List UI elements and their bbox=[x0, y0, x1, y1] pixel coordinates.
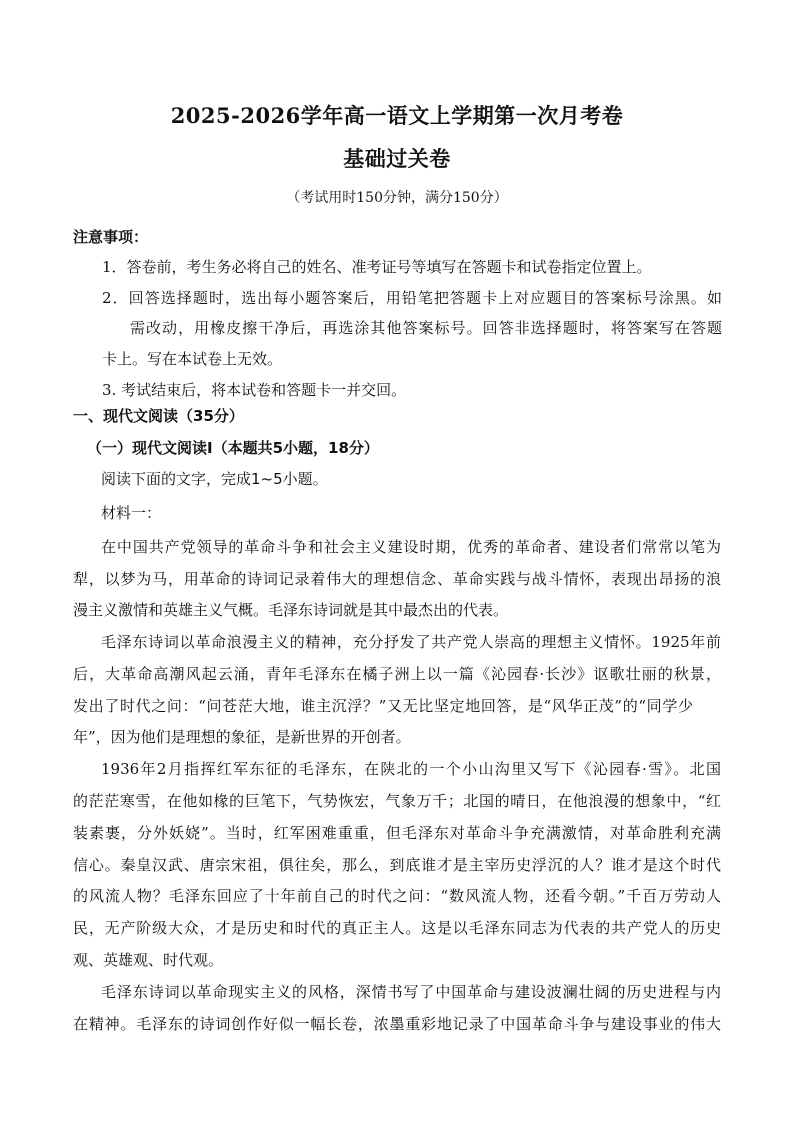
passage-line: 犁，以梦为马，用革命的诗词记录着伟大的理想信念、革命实践与战斗情怀，表现出昂扬的浪 bbox=[73, 570, 721, 588]
passage-line: 观、英雄观、时代观。 bbox=[73, 951, 224, 969]
passage-line: 漫主义激情和英雄主义气概。毛泽东诗词就是其中最杰出的代表。 bbox=[73, 601, 509, 619]
subsection-heading: （一）现代文阅读Ⅰ（本题共5小题，18分） bbox=[87, 439, 379, 457]
passage-line: 1936年2月指挥红军东征的毛泽东，在陕北的一个小山沟里又写下《沁园春·雪》。北国 bbox=[101, 760, 721, 778]
passage-line: 的茫茫寒雪，在他如椽的巨笔下，气势恢宏，气象万千；北国的晴日，在他浪漫的想象中，“红 bbox=[73, 792, 721, 810]
passage-line: 在中国共产党领导的革命斗争和社会主义建设时期，优秀的革命者、建设者们常常以笔为 bbox=[101, 538, 721, 556]
passage-line: 年”，因为他们是理想的象征，是新世界的开创者。 bbox=[73, 728, 411, 746]
reading-instruction: 阅读下面的文字，完成1~5小题。 bbox=[101, 470, 328, 488]
notice-item-1: 1．答卷前，考生务必将自己的姓名、准考证号等填写在答题卡和试卷指定位置上。 bbox=[102, 258, 652, 276]
notice-item-3: 3. 考试结束后，将本试卷和答题卡一并交回。 bbox=[102, 381, 407, 399]
passage-line: 的风流人物？毛泽东回应了十年前自己的时代之问：“数风流人物，还看今朝。”千百万劳动人 bbox=[73, 887, 721, 905]
exam-subtitle: 基础过关卷 bbox=[343, 146, 451, 171]
passage-line: 民，无产阶级大众，才是历史和时代的真正主人。这是以毛泽东同志为代表的共产党人的历史 bbox=[73, 919, 721, 937]
notice-item-2-line-3: 卡上。写在本试卷上无效。 bbox=[102, 350, 283, 368]
passage-line: 在精神。毛泽东的诗词创作好似一幅长卷，浓墨重彩地记录了中国革命斗争与建设事业的伟大 bbox=[73, 1015, 721, 1033]
passage-line: 发出了时代之问：“问苍茫大地，谁主沉浮？”又无比坚定地回答，是“风华正茂”的“同学少 bbox=[73, 697, 693, 715]
exam-title: 2025-2026学年高一语文上学期第一次月考卷 bbox=[170, 103, 624, 128]
passage-line: 毛泽东诗词以革命现实主义的风格，深情书写了中国革命与建设波澜壮阔的历史进程与内 bbox=[101, 983, 721, 1001]
passage-line: 后，大革命高潮风起云涌，青年毛泽东在橘子洲上以一篇《沁园春·长沙》讴歌壮丽的秋景， bbox=[73, 665, 721, 683]
notice-item-2-line-2: 需改动，用橡皮擦干净后，再选涂其他答案标号。回答非选择题时，将答案写在答题 bbox=[130, 319, 722, 337]
passage-line: 毛泽东诗词以革命浪漫主义的精神，充分抒发了共产党人崇高的理想主义情怀。1925年前 bbox=[101, 633, 721, 651]
notice-item-2-line-1: 2．回答选择题时，选出每小题答案后，用铅笔把答题卡上对应题目的答案标号涂黑。如 bbox=[102, 289, 722, 307]
passage-line: 信心。秦皇汉武、唐宗宋祖，俱往矣，那么，到底谁才是主宰历史浮沉的人？谁才是这个时代 bbox=[73, 856, 721, 874]
notice-heading: 注意事项： bbox=[73, 228, 149, 246]
exam-info: （考试用时150分钟，满分150分） bbox=[286, 190, 508, 206]
passage-line: 装素裹，分外妖娆”。当时，红军困难重重，但毛泽东对革命斗争充满激情，对革命胜利充满 bbox=[73, 824, 721, 842]
section-heading: 一、现代文阅读（35分） bbox=[73, 407, 244, 425]
material-label: 材料一： bbox=[101, 504, 162, 522]
